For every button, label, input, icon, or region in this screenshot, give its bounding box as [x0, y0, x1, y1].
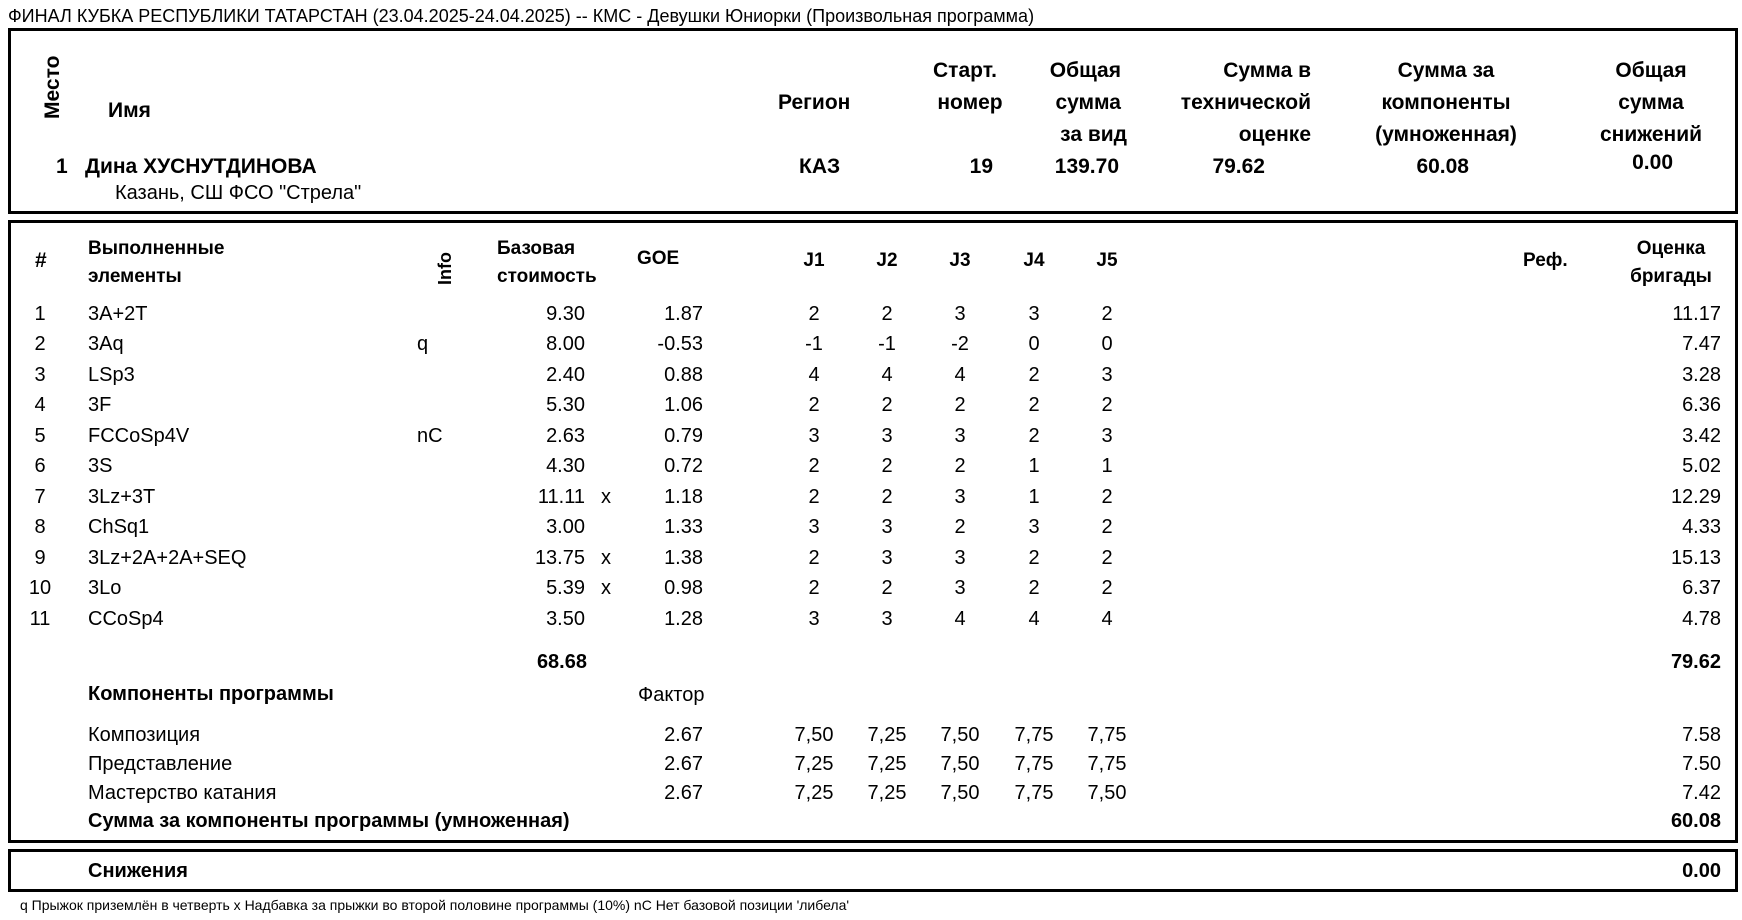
judge-3-component-mark: 7,50 [940, 782, 980, 804]
element-panel-score: 6.36 [1682, 394, 1721, 416]
col-pcs-header-3: (умноженная) [1375, 123, 1517, 146]
element-base-value: 5.30 [546, 394, 585, 416]
col-elements-header-1: Выполненные [88, 238, 225, 259]
col-j2-header: J2 [876, 250, 898, 271]
element-num: 4 [34, 394, 46, 416]
judge-4-mark: 2 [1028, 394, 1040, 416]
judge-3-component-mark: 7,50 [940, 724, 980, 746]
element-goe: -0.53 [657, 333, 703, 355]
components-total-label: Сумма за компоненты программы (умноженная) [88, 810, 570, 832]
table-row [11, 391, 1735, 422]
judge-3-mark: 3 [954, 547, 966, 569]
table-row [11, 574, 1735, 605]
judge-5-mark: 3 [1101, 425, 1113, 447]
judge-3-mark: 2 [954, 455, 966, 477]
col-ref-header: Реф. [1523, 250, 1568, 271]
element-num: 2 [34, 333, 46, 355]
element-base-value: 2.63 [546, 425, 585, 447]
col-pcs-header-2: компоненты [1381, 91, 1511, 114]
judge-4-mark: 3 [1028, 516, 1040, 538]
col-region-header: Регион [778, 91, 851, 114]
element-num: 8 [34, 516, 46, 538]
judge-4-mark: 3 [1028, 303, 1040, 325]
component-score: 7.42 [1682, 782, 1721, 804]
element-num: 3 [34, 364, 46, 386]
col-ded-header-3: снижений [1599, 123, 1703, 146]
element-base-value: 8.00 [546, 333, 585, 355]
component-name: Мастерство катания [88, 782, 277, 804]
table-row [11, 452, 1735, 483]
table-row [11, 300, 1735, 331]
element-num: 6 [34, 455, 46, 477]
element-code: CCoSp4 [88, 608, 164, 630]
element-num: 5 [34, 425, 46, 447]
col-tes-header-2: технической [1180, 91, 1311, 114]
element-goe: 0.88 [664, 364, 703, 386]
element-num: 10 [28, 577, 52, 599]
element-base-value: 2.40 [546, 364, 585, 386]
deductions-total: 0.00 [1682, 860, 1721, 882]
judge-4-mark: 2 [1028, 425, 1040, 447]
judge-1-component-mark: 7,50 [794, 724, 834, 746]
judge-5-mark: 2 [1101, 547, 1113, 569]
skater-club: Казань, СШ ФСО "Стрела" [115, 182, 362, 204]
judge-2-mark: 3 [881, 516, 893, 538]
component-row [11, 779, 1735, 810]
judge-4-component-mark: 7,75 [1014, 753, 1054, 775]
col-base-header-1: Базовая [497, 238, 576, 259]
component-row [11, 750, 1735, 781]
judge-1-component-mark: 7,25 [794, 782, 834, 804]
col-score-header-2: бригады [1630, 266, 1712, 287]
element-panel-score: 5.02 [1682, 455, 1721, 477]
element-num: 9 [34, 547, 46, 569]
judge-2-mark: 3 [881, 608, 893, 630]
judge-1-mark: 2 [808, 547, 820, 569]
component-factor: 2.67 [664, 753, 703, 775]
col-j1-header: J1 [803, 250, 825, 271]
element-base-value: 4.30 [546, 455, 585, 477]
element-panel-score: 7.47 [1682, 333, 1721, 355]
element-panel-score: 15.13 [1670, 547, 1721, 569]
element-panel-score: 12.29 [1670, 486, 1721, 508]
judge-4-component-mark: 7,75 [1014, 724, 1054, 746]
element-num: 1 [34, 303, 46, 325]
judge-5-component-mark: 7,75 [1087, 753, 1127, 775]
table-row [11, 361, 1735, 392]
judge-2-mark: 3 [881, 425, 893, 447]
judge-1-mark: 4 [808, 364, 820, 386]
table-row [11, 422, 1735, 453]
judge-1-mark: 3 [808, 425, 820, 447]
summary-box [8, 28, 1738, 214]
table-row [11, 483, 1735, 514]
element-goe: 1.87 [664, 303, 703, 325]
col-num-header: # [35, 249, 47, 272]
component-score: 7.58 [1682, 724, 1721, 746]
col-ded-header-2: сумма [1618, 91, 1684, 114]
element-goe: 1.38 [664, 547, 703, 569]
judge-2-component-mark: 7,25 [867, 753, 907, 775]
element-code: 3Aq [88, 333, 124, 355]
components-total: 60.08 [1670, 810, 1721, 832]
judge-5-mark: 2 [1101, 486, 1113, 508]
element-base-value: 5.39 [546, 577, 585, 599]
col-elements-header-2: элементы [88, 266, 182, 287]
component-factor: 2.67 [664, 724, 703, 746]
components-title: Компоненты программы [88, 683, 334, 705]
element-panel-score: 6.37 [1682, 577, 1721, 599]
judge-5-mark: 2 [1101, 394, 1113, 416]
element-panel-score: 3.42 [1682, 425, 1721, 447]
col-info-header: Info [435, 252, 455, 285]
col-total-header-1: Общая [1049, 59, 1121, 82]
component-row [11, 721, 1735, 752]
place-value: 1 [56, 155, 68, 178]
page-title: ФИНАЛ КУБКА РЕСПУБЛИКИ ТАТАРСТАН (23.04.2025-24.04.2025) -- КМС - Девушки Юниорки (Произвольная программа) [8, 6, 1035, 26]
footnote: q Прыжок приземлён в четверть x Надбавка за прыжки во второй половине программы (10%) nC Нет базовой позиции 'либела' [20, 897, 850, 913]
col-score-header-1: Оценка [1636, 238, 1706, 259]
col-start-header-1: Старт. [933, 59, 997, 82]
col-j4-header: J4 [1023, 250, 1045, 271]
judge-1-mark: -1 [805, 333, 823, 355]
col-total-header-3: за вид [1060, 123, 1127, 146]
col-ded-header-1: Общая [1615, 59, 1687, 82]
judge-2-mark: -1 [878, 333, 896, 355]
element-panel-score: 4.33 [1682, 516, 1721, 538]
pcs-value: 60.08 [1416, 155, 1469, 178]
deductions-value: 0.00 [1632, 151, 1673, 174]
judge-3-mark: 4 [954, 608, 966, 630]
judge-2-mark: 4 [881, 364, 893, 386]
judge-5-mark: 3 [1101, 364, 1113, 386]
element-code: 3Lo [88, 577, 122, 599]
element-code: 3F [88, 394, 112, 416]
total-score-value: 139.70 [1054, 155, 1119, 178]
element-num: 7 [34, 486, 46, 508]
judge-2-mark: 3 [881, 547, 893, 569]
judge-4-mark: 2 [1028, 577, 1040, 599]
table-row [11, 605, 1735, 636]
judge-3-mark: -2 [951, 333, 969, 355]
component-name: Композиция [88, 724, 201, 746]
element-goe: 1.28 [664, 608, 703, 630]
table-row [11, 330, 1735, 361]
judge-4-mark: 1 [1028, 486, 1040, 508]
element-goe: 1.18 [664, 486, 703, 508]
judge-5-mark: 0 [1101, 333, 1113, 355]
judge-3-mark: 3 [954, 425, 966, 447]
judge-5-component-mark: 7,50 [1087, 782, 1127, 804]
judge-3-mark: 3 [954, 577, 966, 599]
element-base-value: 9.30 [546, 303, 585, 325]
judge-4-mark: 0 [1028, 333, 1040, 355]
region-value: КАЗ [799, 155, 841, 178]
judge-5-mark: 2 [1101, 303, 1113, 325]
judge-4-mark: 2 [1028, 547, 1040, 569]
tes-value: 79.62 [1212, 155, 1265, 178]
element-bonus-mark: x [601, 486, 611, 508]
element-info: nC [417, 425, 443, 447]
element-code: 3Lz+2A+2A+SEQ [88, 547, 247, 569]
component-name: Представление [88, 753, 233, 775]
judge-5-component-mark: 7,75 [1087, 724, 1127, 746]
table-row [11, 544, 1735, 575]
judge-2-mark: 2 [881, 303, 893, 325]
component-score: 7.50 [1682, 753, 1721, 775]
skater-name: Дина ХУСНУТДИНОВА [85, 155, 317, 178]
judge-1-mark: 2 [808, 303, 820, 325]
col-base-header-2: стоимость [497, 266, 597, 287]
judge-3-component-mark: 7,50 [940, 753, 980, 775]
col-start-header-2: номер [937, 91, 1003, 114]
element-base-value: 3.50 [546, 608, 585, 630]
element-goe: 0.98 [664, 577, 703, 599]
score-total: 79.62 [1670, 651, 1721, 673]
base-total: 68.68 [536, 651, 587, 673]
col-tes-header-3: оценке [1238, 123, 1311, 146]
col-j5-header: J5 [1096, 250, 1118, 271]
judge-2-mark: 2 [881, 577, 893, 599]
deductions-box [8, 849, 1738, 892]
element-code: FCCoSp4V [88, 425, 190, 447]
judge-2-mark: 2 [881, 455, 893, 477]
judge-5-mark: 1 [1101, 455, 1113, 477]
element-code: 3S [88, 455, 113, 477]
judge-3-mark: 4 [954, 364, 966, 386]
judge-5-mark: 4 [1101, 608, 1113, 630]
element-goe: 0.72 [664, 455, 703, 477]
element-goe: 1.06 [664, 394, 703, 416]
judge-1-mark: 2 [808, 455, 820, 477]
judge-1-mark: 3 [808, 516, 820, 538]
col-j3-header: J3 [949, 250, 971, 271]
deductions-label: Снижения [88, 860, 188, 882]
col-total-header-2: сумма [1055, 91, 1121, 114]
col-name-header: Имя [108, 99, 151, 122]
factor-label: Фактор [638, 684, 705, 706]
judge-2-component-mark: 7,25 [867, 782, 907, 804]
judge-4-mark: 4 [1028, 608, 1040, 630]
judge-1-mark: 2 [808, 577, 820, 599]
judge-1-component-mark: 7,25 [794, 753, 834, 775]
element-panel-score: 3.28 [1682, 364, 1721, 386]
judge-4-mark: 2 [1028, 364, 1040, 386]
judge-1-mark: 3 [808, 608, 820, 630]
element-info: q [417, 333, 429, 355]
col-tes-header-1: Сумма в [1223, 59, 1311, 82]
judge-3-mark: 3 [954, 486, 966, 508]
judge-3-mark: 2 [954, 516, 966, 538]
col-pcs-header-1: Сумма за [1397, 59, 1495, 82]
judge-2-mark: 2 [881, 394, 893, 416]
judge-3-mark: 3 [954, 303, 966, 325]
element-base-value: 11.11 [537, 486, 585, 508]
start-number-value: 19 [969, 155, 993, 178]
judge-2-mark: 2 [881, 486, 893, 508]
element-num: 11 [29, 608, 51, 630]
element-bonus-mark: x [601, 577, 611, 599]
col-place-header: Место [41, 55, 64, 119]
element-base-value: 3.00 [546, 516, 585, 538]
judge-5-mark: 2 [1101, 577, 1113, 599]
element-goe: 1.33 [664, 516, 703, 538]
table-row [11, 513, 1735, 544]
judge-3-mark: 2 [954, 394, 966, 416]
col-goe-header: GOE [637, 248, 680, 269]
element-code: LSp3 [88, 364, 135, 386]
judge-1-mark: 2 [808, 486, 820, 508]
component-factor: 2.67 [664, 782, 703, 804]
judge-4-mark: 1 [1028, 455, 1040, 477]
element-code: 3Lz+3T [88, 486, 156, 508]
judge-1-mark: 2 [808, 394, 820, 416]
element-panel-score: 11.17 [1672, 303, 1721, 325]
element-panel-score: 4.78 [1682, 608, 1721, 630]
element-code: 3A+2T [88, 303, 148, 325]
judge-2-component-mark: 7,25 [867, 724, 907, 746]
judge-4-component-mark: 7,75 [1014, 782, 1054, 804]
judge-5-mark: 2 [1101, 516, 1113, 538]
element-goe: 0.79 [664, 425, 703, 447]
element-code: ChSq1 [88, 516, 150, 538]
element-base-value: 13.75 [534, 547, 585, 569]
elements-box [8, 220, 1738, 843]
element-bonus-mark: x [601, 547, 611, 569]
